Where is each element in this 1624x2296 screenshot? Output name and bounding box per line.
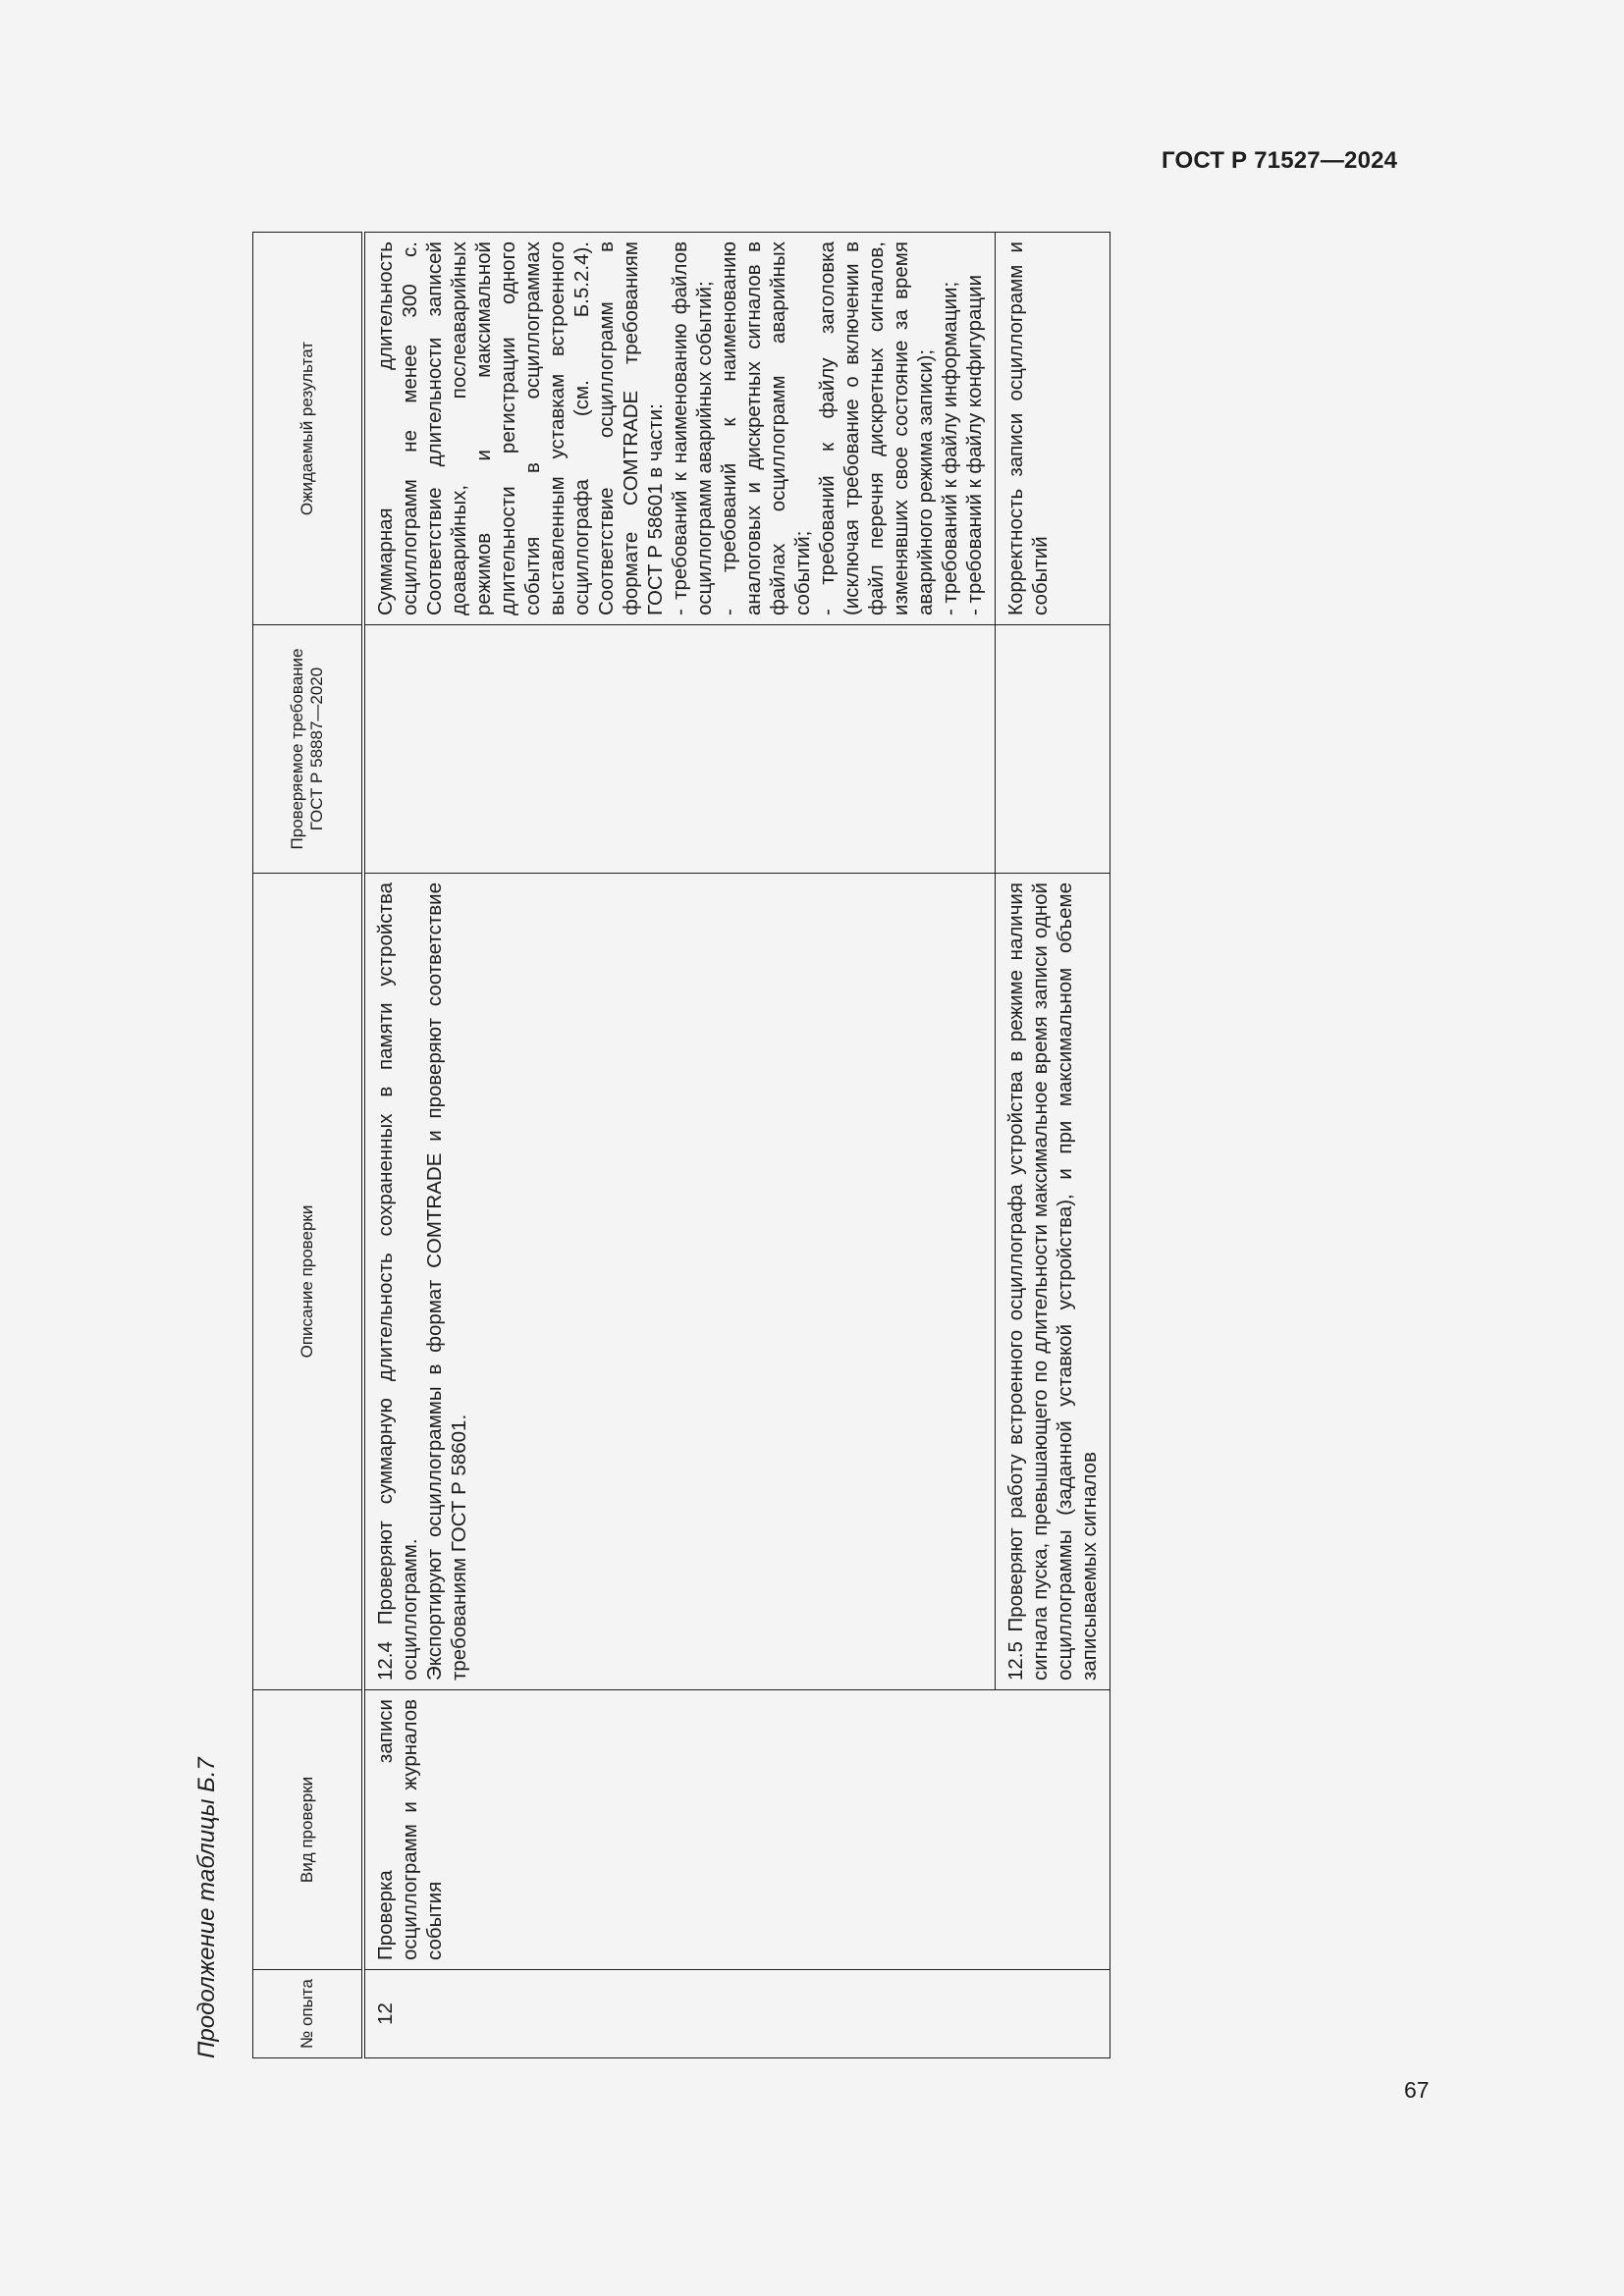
col-header-expected-result: Ожидаемый результат xyxy=(253,233,364,625)
col-header-requirement: Проверяемое требование ГОСТ Р 58887—2020 xyxy=(253,625,364,874)
cell-requirement-12-5 xyxy=(996,625,1110,874)
cell-check-type: Проверка записи осциллограмм и журналов события xyxy=(363,1690,1110,1970)
cell-description-12-4: 12.4 Проверяют суммарную длительность сохраненных в памяти устройства осциллограмм. Экспортируют осциллограммы в формат COMTRADE и проверяют соответствие требованиям ГОСТ Р 58601. xyxy=(363,874,996,1690)
page-number: 67 xyxy=(1404,2077,1430,2103)
rotated-content xyxy=(193,233,1362,2058)
cell-test-number: 12 xyxy=(363,1970,1110,2058)
cell-expected-12-4: Суммарная длительность осциллограмм не менее 300 с. Соответствие длительности записей доаварийных, послеаварийных режимов и максимальной длительности регистрации одного события в осциллограммах выставленным уставкам встроенного осциллографа (см. Б.5.2.4). Соответствие осциллограмм в формате COMTRADE требованиям ГОСТ Р 58601 в части: - требований к наименованию файлов осциллограмм аварийных событий; - требований к наименованию аналоговых и дискретных сигналов в файлах осциллограмм аварийных событий; - требований к файлу заголовка (исключая требование о включении в файл перечня дискретных сигналов, изменявших свое состояние за время аварийного режима записи); - требований к файлу информации; - требований к файлу конфигурации xyxy=(363,233,996,625)
col-header-check-type: Вид проверки xyxy=(253,1690,364,1970)
cell-description-12-5: 12.5 Проверяют работу встроенного осциллографа устройства в режиме наличия сигнала пуска, превышающего по длительности максимальное время записи одной осциллограммы (заданной уставкой устройства), и при максимальном объеме записываемых сигналов xyxy=(996,874,1110,1690)
table-header-row xyxy=(253,233,364,2058)
cell-requirement-12-4 xyxy=(363,625,996,874)
document-header: ГОСТ Р 71527—2024 xyxy=(1162,147,1398,174)
verification-table xyxy=(252,232,1110,2058)
table-row xyxy=(363,233,996,2058)
col-header-check-description: Описание проверки xyxy=(253,874,364,1690)
cell-expected-12-5: Корректность записи осциллограмм и событий xyxy=(996,233,1110,625)
table-caption: Продолжение таблицы Б.7 xyxy=(193,1757,220,2058)
col-header-test-number: № опыта xyxy=(253,1970,364,2058)
